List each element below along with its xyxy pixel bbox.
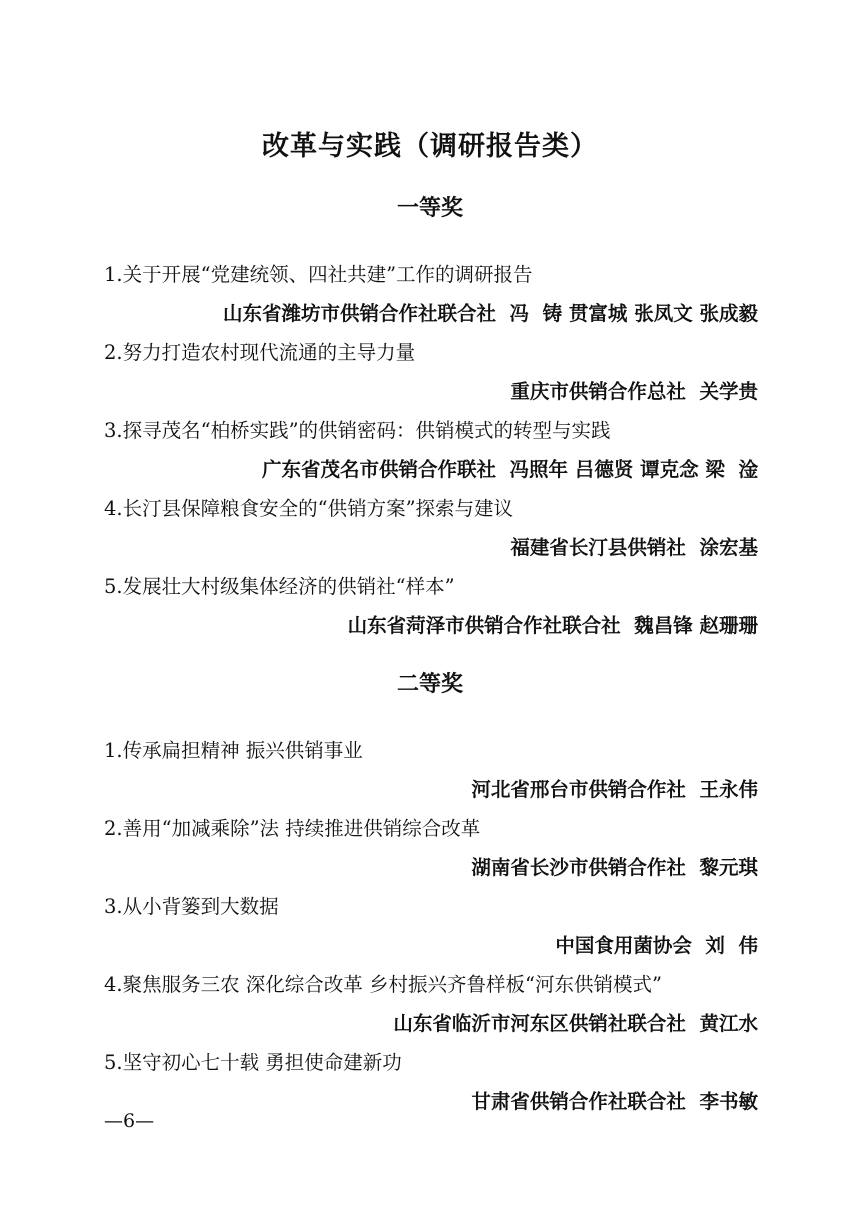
entry-title: 2.努力打造农村现代流通的主导力量 (104, 341, 416, 364)
entry-author: 湖南省长沙市供销合作社 黎元琪 (471, 856, 758, 879)
entry-author: 中国食用菌协会 刘 伟 (555, 934, 758, 957)
entry (0, 412, 860, 490)
entry-author: 福建省长汀县供销社 涂宏基 (510, 536, 758, 559)
entry-author: 河北省邢台市供销合作社 王永伟 (471, 778, 758, 801)
entry-author: 山东省菏泽市供销合作社联合社 魏昌锋 赵珊珊 (347, 614, 758, 637)
entry (0, 568, 860, 646)
entry (0, 966, 860, 1044)
entry-title: 4.聚焦服务三农 深化综合改革 乡村振兴齐鲁样板“河东供销模式” (104, 973, 662, 996)
entry-title: 5.发展壮大村级集体经济的供销社“样本” (104, 575, 455, 598)
entry (0, 334, 860, 412)
entry (0, 888, 860, 966)
entry-author: 山东省潍坊市供销合作社联合社 冯 铸 贯富城 张凤文 张成毅 (222, 302, 758, 325)
section-heading: 二等奖 (396, 671, 463, 697)
section-heading: 一等奖 (396, 195, 463, 221)
page-title: 改革与实践（调研报告类） (262, 131, 598, 162)
entry-title: 1.传承扁担精神 振兴供销事业 (104, 739, 363, 762)
page-number: —6— (104, 1110, 155, 1132)
entry-title: 2.善用“加减乘除”法 持续推进供销综合改革 (104, 817, 481, 840)
entry-title: 5.坚守初心七十载 勇担使命建新功 (104, 1051, 402, 1074)
entry-author: 山东省临沂市河东区供销社联合社 黄江水 (393, 1012, 758, 1035)
entry (0, 256, 860, 334)
entry-title: 4.长汀县保障粮食安全的“供销方案”探索与建议 (104, 497, 514, 520)
entry (0, 810, 860, 888)
entry-author: 重庆市供销合作总社 关学贵 (510, 380, 758, 403)
entry-title: 3.探寻茂名“柏桥实践”的供销密码：供销模式的转型与实践 (104, 419, 611, 442)
section-first-prize (0, 190, 860, 646)
entry (0, 490, 860, 568)
section-second-prize (0, 666, 860, 1122)
entry-author: 广东省茂名市供销合作联社 冯照年 吕德贤 谭克念 梁 淦 (261, 458, 758, 481)
entry-title: 1.关于开展“党建统领、四社共建”工作的调研报告 (104, 263, 533, 286)
entry-title: 3.从小背篓到大数据 (104, 895, 279, 918)
entry-author: 甘肃省供销合作社联合社 李书敏 (471, 1090, 758, 1113)
entry (0, 732, 860, 810)
